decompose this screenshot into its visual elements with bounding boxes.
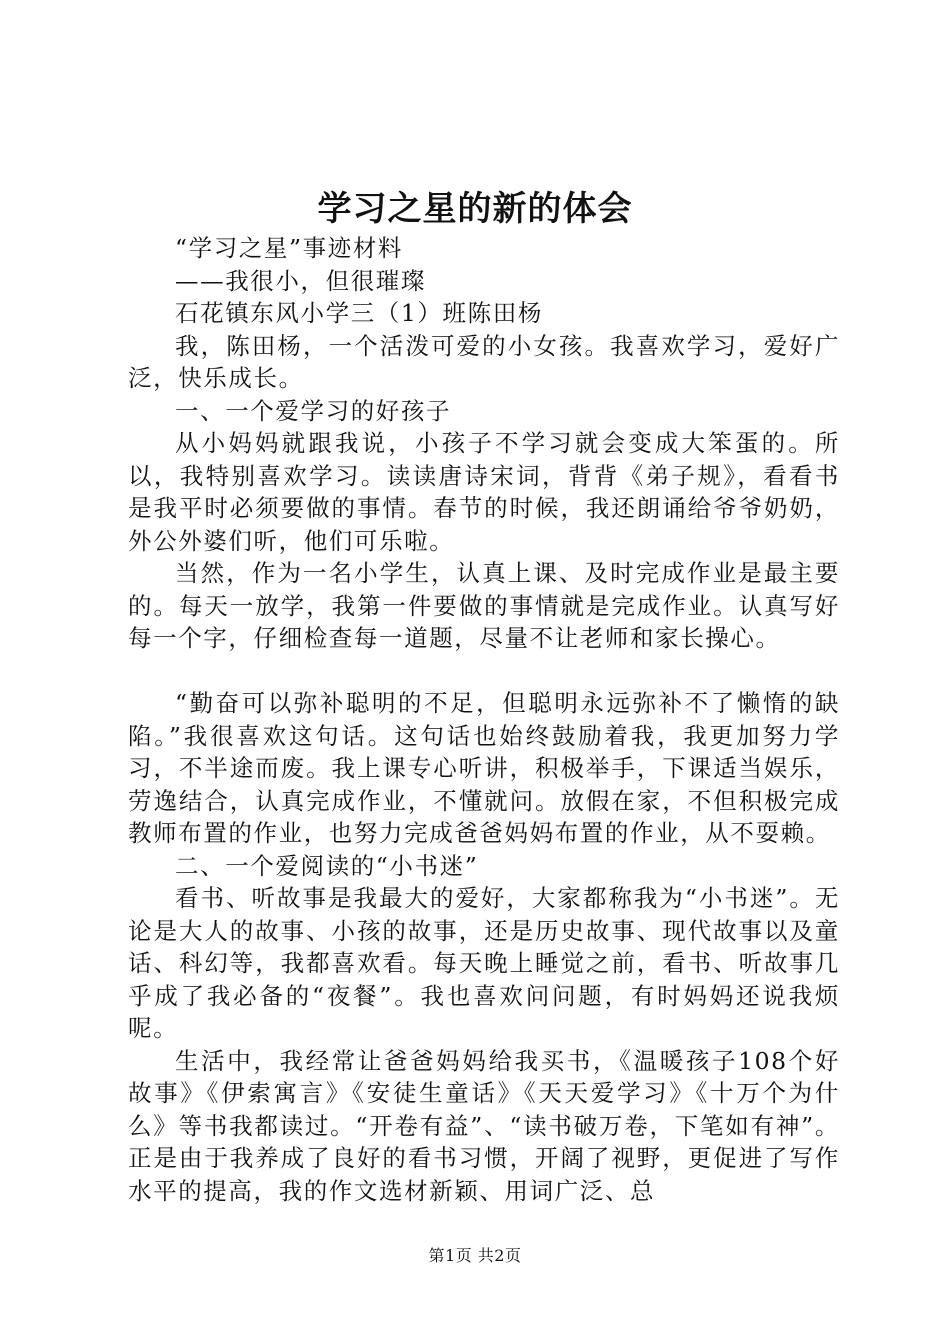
subtitle-paragraph: “学习之星”事迹材料 — [175, 234, 404, 262]
body-paragraph: 从小妈妈就跟我说，小孩子不学习就会变成大笨蛋的。所以，我特别喜欢学习。读读唐诗宋词，背背《弟子规》，看看书是我平时必须要做的事情。春节的时候，我还朗诵给爷爷奶奶，外公外婆们听，他们可乐啦。 — [128, 429, 840, 555]
author-paragraph: 石花镇东风小学三（1）班陈田杨 — [175, 299, 543, 327]
body-paragraph: 当然，作为一名小学生，认真上课、及时完成作业是最主要的。每天一放学，我第一件要做的事情就是完成作业。认真写好每一个字，仔细检查每一道题，尽量不让老师和家长操心。 — [128, 559, 840, 652]
body-paragraph: 看书、听故事是我最大的爱好，大家都称我为“小书迷”。无论是大人的故事、小孩的故事，还是历史故事、现代故事以及童话、科幻等，我都喜欢看。每天晚上睡觉之前，看书、听故事几乎成了我必备的“夜餐”。我也喜欢问问题，有时妈妈还说我烦呢。 — [128, 884, 840, 1042]
section-heading-1: 一、一个爱学习的好孩子 — [175, 396, 452, 425]
body-paragraph: 生活中，我经常让爸爸妈妈给我买书，《温暖孩子108个好故事》《伊索寓言》《安徒生童话》《天天爱学习》《十万个为什么》等书我都读过。“开卷有益”、“读书破万卷，下笔如有神”。正是由于我养成了良好的看书习惯，开阔了视野，更促进了写作水平的提高，我的作文选材新颖、用词广泛、总 — [128, 1046, 840, 1205]
body-paragraph: “勤奋可以弥补聪明的不足，但聪明永远弥补不了懒惰的缺陷。”我很喜欢这句话。这句话也始终鼓励着我，我更加努力学习，不半途而废。我上课专心听讲，积极举手，下课适当娱乐，劳逸结合，认真完成作业，不懂就问。放假在家，不但积极完成教师布置的作业，也努力完成爸爸妈妈布置的作业，从不耍赖。 — [128, 689, 840, 847]
document-title: 学习之星的新的体会 — [317, 189, 633, 229]
section-heading-2: 二、一个爱阅读的“小书迷” — [175, 851, 479, 880]
document-body — [128, 232, 840, 1207]
page-footer: 第1页 共2页 — [428, 1246, 522, 1265]
intro-paragraph: 我，陈田杨，一个活泼可爱的小女孩。我喜欢学习，爱好广泛，快乐成长。 — [128, 331, 840, 392]
tagline-paragraph: ——我很小，但很璀璨 — [175, 266, 426, 295]
